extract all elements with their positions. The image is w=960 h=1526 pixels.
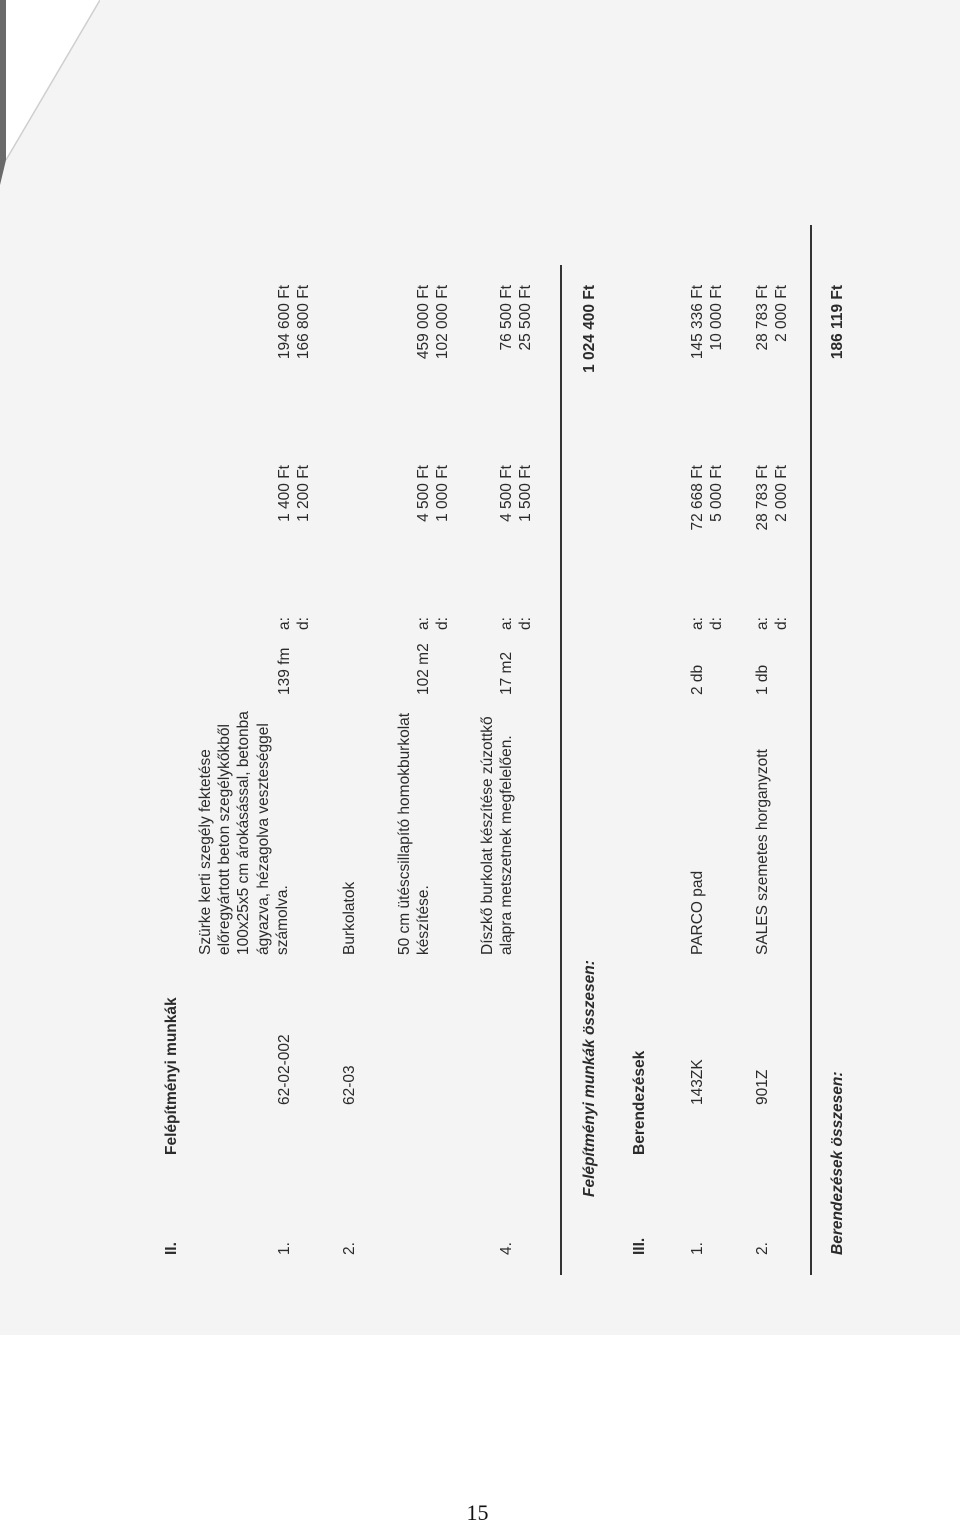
row-code: 143ZK <box>689 1059 706 1105</box>
material-label: a: <box>498 617 515 630</box>
material-unit-price: 1 400 Ft <box>276 465 293 522</box>
row-quantity: 1 db <box>754 664 771 695</box>
material-total: 28 783 Ft <box>754 285 771 351</box>
row-code: 901Z <box>754 1069 771 1105</box>
material-label: a: <box>754 617 771 630</box>
material-label: a: <box>415 617 432 630</box>
row-description: PARCO pad <box>689 870 706 955</box>
summary-value: 1 024 400 Ft <box>581 285 598 373</box>
section-roman: III. <box>631 1237 648 1255</box>
labor-label: d: <box>773 617 790 630</box>
row-number: 2. <box>754 1242 771 1255</box>
labor-label: d: <box>434 617 451 630</box>
rotated-cost-table <box>140 105 860 1255</box>
material-total: 459 000 Ft <box>415 285 432 360</box>
material-unit-price: 4 500 Ft <box>498 465 515 522</box>
row-description: SALES szemetes horganyzott <box>754 749 771 955</box>
labor-total: 2 000 Ft <box>773 285 790 342</box>
folded-corner-shadow <box>0 0 100 185</box>
material-total: 194 600 Ft <box>276 285 293 360</box>
material-unit-price: 4 500 Ft <box>415 465 432 522</box>
row-code: 62-03 <box>341 1065 358 1105</box>
labor-total: 10 000 Ft <box>708 285 725 351</box>
summary-value: 186 119 Ft <box>829 285 846 360</box>
material-unit-price: 72 668 Ft <box>689 465 706 531</box>
row-quantity: 139 fm <box>276 647 293 695</box>
material-unit-price: 28 783 Ft <box>754 465 771 531</box>
section-title: Berendezések <box>631 1050 648 1155</box>
labor-label: d: <box>295 617 312 630</box>
row-code: 62-02-002 <box>276 1034 293 1105</box>
labor-unit-price: 2 000 Ft <box>773 465 790 522</box>
summary-label: Felépítményi munkák összesen: <box>581 960 598 1197</box>
row-number: 1. <box>689 1242 706 1255</box>
labor-unit-price: 1 000 Ft <box>434 465 451 522</box>
row-description: Díszkő burkolat készítése zúzottkő alapra metszetnek megfelelően. <box>479 716 516 955</box>
material-total: 76 500 Ft <box>498 285 515 351</box>
row-number: 4. <box>498 1242 515 1255</box>
section-roman: II. <box>163 1242 180 1255</box>
labor-unit-price: 1 500 Ft <box>517 465 534 522</box>
row-description: Burkolatok <box>341 881 358 955</box>
row-number: 1. <box>276 1242 293 1255</box>
row-quantity: 102 m2 <box>415 643 432 695</box>
labor-unit-price: 5 000 Ft <box>708 465 725 522</box>
material-label: a: <box>689 617 706 630</box>
section-title: Felépítményi munkák <box>163 997 180 1155</box>
row-number: 2. <box>341 1242 358 1255</box>
labor-total: 166 800 Ft <box>295 285 312 360</box>
row-description: Szürke kerti szegély fektetése előregyártott beton szegélykőkből 100x25x5 cm árokásással, betonba ágyazva, hézagolva veszteséggel számolva. <box>197 711 291 955</box>
page-number: 15 <box>466 1500 489 1525</box>
summary-rule <box>560 265 562 1275</box>
material-total: 145 336 Ft <box>689 285 706 360</box>
labor-total: 102 000 Ft <box>434 285 451 360</box>
labor-label: d: <box>517 617 534 630</box>
summary-rule <box>810 225 812 1275</box>
row-quantity: 17 m2 <box>498 651 515 695</box>
summary-label: Berendezések összesen: <box>829 1071 846 1255</box>
labor-unit-price: 1 200 Ft <box>295 465 312 522</box>
labor-label: d: <box>708 617 725 630</box>
row-description: 50 cm ütéscsillapító homokburkolat készítése. <box>396 712 433 955</box>
material-label: a: <box>276 617 293 630</box>
row-quantity: 2 db <box>689 664 706 695</box>
labor-total: 25 500 Ft <box>517 285 534 351</box>
